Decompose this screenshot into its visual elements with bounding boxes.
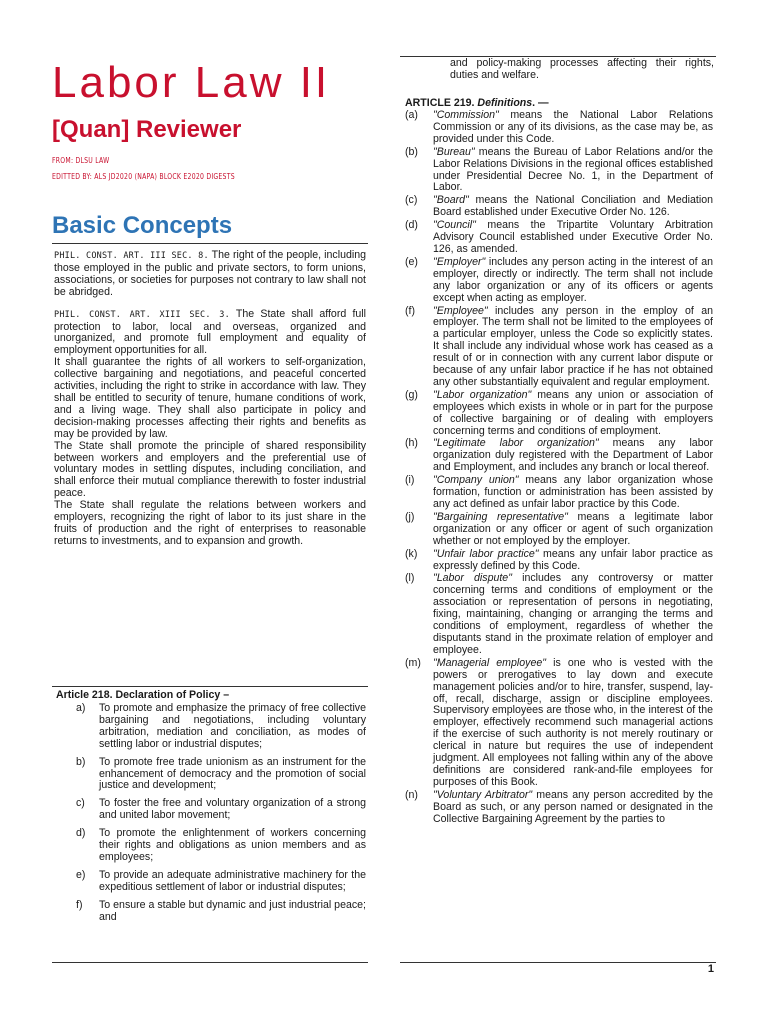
list-marker: b) [76, 755, 86, 768]
article-219-title: Definitions [477, 97, 533, 109]
section-divider [52, 243, 368, 244]
list-marker: (b) [405, 145, 418, 158]
list-marker: (d) [405, 219, 418, 232]
list-marker: (h) [405, 437, 418, 450]
list-marker: (j) [405, 510, 415, 523]
policy-item-text: To foster the free and voluntary organization of a strong and united labor movement; [99, 797, 366, 822]
definition-text: means any person accredited by the Board as such, or any person named or designated in the Collective Bargaining Agreement by the parties to [433, 788, 713, 825]
const-citation: PHIL. CONST. ART. III SEC. 8. [54, 251, 209, 261]
article-219-definitions-list [405, 110, 713, 825]
policy-item [54, 870, 366, 894]
list-marker: f) [76, 898, 83, 911]
definition-text: means the National Labor Relations Commission or any of its divisions, as the case may be, as provided under this Code. [433, 109, 713, 145]
definition-item [405, 549, 713, 573]
definition-text: means a legitimate labor organization or any officer or agent of such organization whether or not employed by the employer. [433, 510, 714, 547]
policy-item [54, 757, 366, 793]
continuation-text: and policy-making processes affecting their rights, duties and welfare. [450, 57, 714, 81]
definition-item [405, 512, 713, 548]
list-marker: (n) [405, 788, 418, 801]
definition-item [405, 390, 713, 438]
definition-text: means the National Conciliation and Mediation Board established under Executive Order No. 126. [433, 194, 713, 219]
article-218-list-container [54, 703, 366, 930]
list-marker: (a) [405, 109, 418, 121]
definition-item [405, 573, 713, 656]
section-heading-basic-concepts: Basic Concepts [52, 212, 233, 239]
defined-term: "Commission" [433, 109, 499, 121]
const-art-iii-paragraph [54, 250, 366, 299]
policy-item [54, 900, 366, 924]
definition-text: means any labor organization whose formation, function or administration has been assisted by any act defined as unfair labor practice by this Code. [433, 474, 713, 510]
paragraph-text: The State shall afford full protection to labor, local and overseas, organized and unorganized, and promote full employment and equality of employment opportunities for all. [54, 307, 366, 357]
list-marker: c) [76, 797, 85, 810]
defined-term: "Company union" [433, 474, 519, 487]
defined-term: "Unfair labor practice" [433, 547, 539, 560]
policy-item-text: To provide an adequate administrative machinery for the expeditious settlement of labor or industrial disputes; [99, 868, 366, 893]
definition-item [405, 257, 713, 305]
list-marker: (f) [405, 304, 415, 317]
basic-concepts-body [54, 250, 366, 548]
page-number: 1 [707, 963, 714, 975]
defined-term: "Bargaining representative" [433, 510, 568, 523]
article-218-list [54, 703, 366, 924]
defined-term: "Employer" [433, 255, 486, 268]
list-marker: (e) [405, 255, 418, 268]
const-art-xiii-paragraph [54, 309, 366, 358]
defined-term: "Board" [433, 194, 469, 207]
policy-item-text: To promote free trade unionism as an instrument for the enhancement of democracy and the promotion of social justice and development; [99, 755, 366, 792]
paragraph: It shall guarantee the rights of all workers to self-organization, collective bargaining and negotiations, and peaceful concerted activities, including the right to strike in accordance with law. They shall be entitled to security of tenure, humane conditions of work, and a living wage. They shall also participate in policy and decision-making processes affecting their rights and benefits as may be provided by law. [54, 356, 366, 440]
definition-text: includes any person acting in the interest of an employer, directly or indirectly. The term shall not include any labor organization or any of its officers or agents except when acting as employer. [433, 255, 713, 304]
paragraph-text: The right of the people, including those employed in the public and private sectors, to form unions, associations, or societies for purposes not contrary to law shall not be abridged. [54, 249, 366, 298]
list-marker: (k) [405, 547, 418, 560]
policy-item-text: To ensure a stable but dynamic and just industrial peace; and [99, 898, 366, 923]
definition-text: includes any controversy or matter concerning terms and conditions of employment or the association or representation of persons in negotiating, fixing, maintaining, changing or arranging the terms and conditions of employment, regardless of whether the disputants stand in the proximate relation of employer and employee. [433, 572, 713, 656]
definition-text: means any labor organization duly registered with the Department of Labor and Employment, and includes any branch or local thereof. [433, 437, 714, 474]
list-marker: d) [76, 827, 86, 840]
article-218-top-rule [52, 686, 368, 687]
list-marker: (c) [405, 194, 418, 207]
definition-item [405, 195, 713, 219]
article-218-bottom-rule [52, 962, 368, 963]
article-219-number: ARTICLE 219. [405, 97, 478, 109]
article-219-list-container [405, 110, 713, 826]
definition-item [405, 306, 713, 389]
defined-term: "Labor organization" [433, 388, 532, 401]
defined-term: "Council" [433, 219, 476, 232]
document-title: Labor Law II [52, 58, 331, 107]
continuation-text-block [450, 58, 714, 82]
policy-item [54, 703, 366, 751]
article-218-heading: Article 218. Declaration of Policy – [56, 689, 230, 701]
definition-item [405, 220, 713, 256]
defined-term: "Legitimate labor organization" [433, 437, 599, 450]
definition-text: means the Tripartite Voluntary Arbitration Advisory Council established under Executive Order No. 126, as amended. [433, 219, 713, 255]
defined-term: "Voluntary Arbitrator" [433, 788, 533, 801]
definition-text: means the Bureau of Labor Relations and/or the Labor Relations Divisions in the regional offices established under Presidential Decree No. 1, in the Department of Labor. [433, 145, 713, 194]
defined-term: "Managerial employee" [433, 656, 546, 669]
definition-item [405, 147, 713, 195]
document-subtitle: [Quan] Reviewer [52, 116, 242, 143]
policy-item [54, 798, 366, 822]
page-bottom-rule [400, 962, 716, 963]
article-219-dash: . — [532, 97, 549, 109]
definition-item [405, 658, 713, 789]
definition-text: means any unfair labor practice as expressly defined by this Code. [433, 547, 713, 572]
definition-text: is one who is vested with the powers or prerogatives to lay down and execute management policies and/or to hire, transfer, suspend, lay-off, recall, discharge, assign or discipline employees. Supervisory employees are those who, in the interest of the employer, effectively recommend such managerial actions if the exercise of such authority is not merely routinary or clerical in nature but requires the use of independent judgment. All employees not falling within any of the above definitions are considered rank-and-file employees for purposes of this Book. [433, 656, 713, 788]
definition-item [405, 475, 713, 511]
defined-term: "Labor dispute" [433, 572, 512, 585]
list-marker: (m) [405, 656, 421, 669]
definition-text: means any union or association of employees which exists in whole or in part for the purpose of collective bargaining or of dealing with employers concerning terms and conditions of employment. [433, 388, 713, 437]
article-219-heading [405, 97, 549, 109]
definition-item [405, 790, 713, 826]
defined-term: "Bureau" [433, 145, 475, 158]
list-marker: (l) [405, 572, 415, 585]
defined-term: "Employee" [433, 304, 488, 317]
list-marker: (i) [405, 474, 415, 487]
credit-editor: EDITTED BY: ALS JD2020 (NAPA) BLOCK E2020 DIGESTS [52, 172, 235, 181]
paragraph: The State shall promote the principle of shared responsibility between workers and employers and the preferential use of voluntary modes in settling disputes, including conciliation, and shall enforce their mutual compliance therewith to foster industrial peace. [54, 439, 366, 500]
definition-text: includes any person in the employ of an employer. The term shall not be limited to the employees of a particular employer, unless the Code so explicitly states. It shall include any individual whose work has ceased as a result of or in connection with any current labor dispute or because of any unfair labor practice if he has not obtained any other substantially equivalent and regular employment. [433, 304, 713, 388]
list-marker: e) [76, 868, 86, 881]
list-marker: a) [76, 702, 86, 714]
policy-item-text: To promote and emphasize the primacy of free collective bargaining and negotiations, including voluntary arbitration, mediation and conciliation, as modes of settling labor or industrial disputes; [99, 702, 366, 750]
policy-item [54, 828, 366, 864]
policy-item-text: To promote the enlightenment of workers concerning their rights and obligations as union members and as employees; [99, 827, 366, 863]
definition-item [405, 110, 713, 146]
credit-source: FROM: DLSU LAW [52, 156, 110, 165]
const-citation: PHIL. CONST. ART. XIII SEC. 3. [54, 309, 230, 320]
paragraph: The State shall regulate the relations between workers and employers, recognizing the right of labor to its just share in the fruits of production and the right of enterprises to reasonable returns to investments, and to expansion and growth. [54, 499, 366, 547]
list-marker: (g) [405, 388, 418, 401]
definition-item [405, 438, 713, 474]
